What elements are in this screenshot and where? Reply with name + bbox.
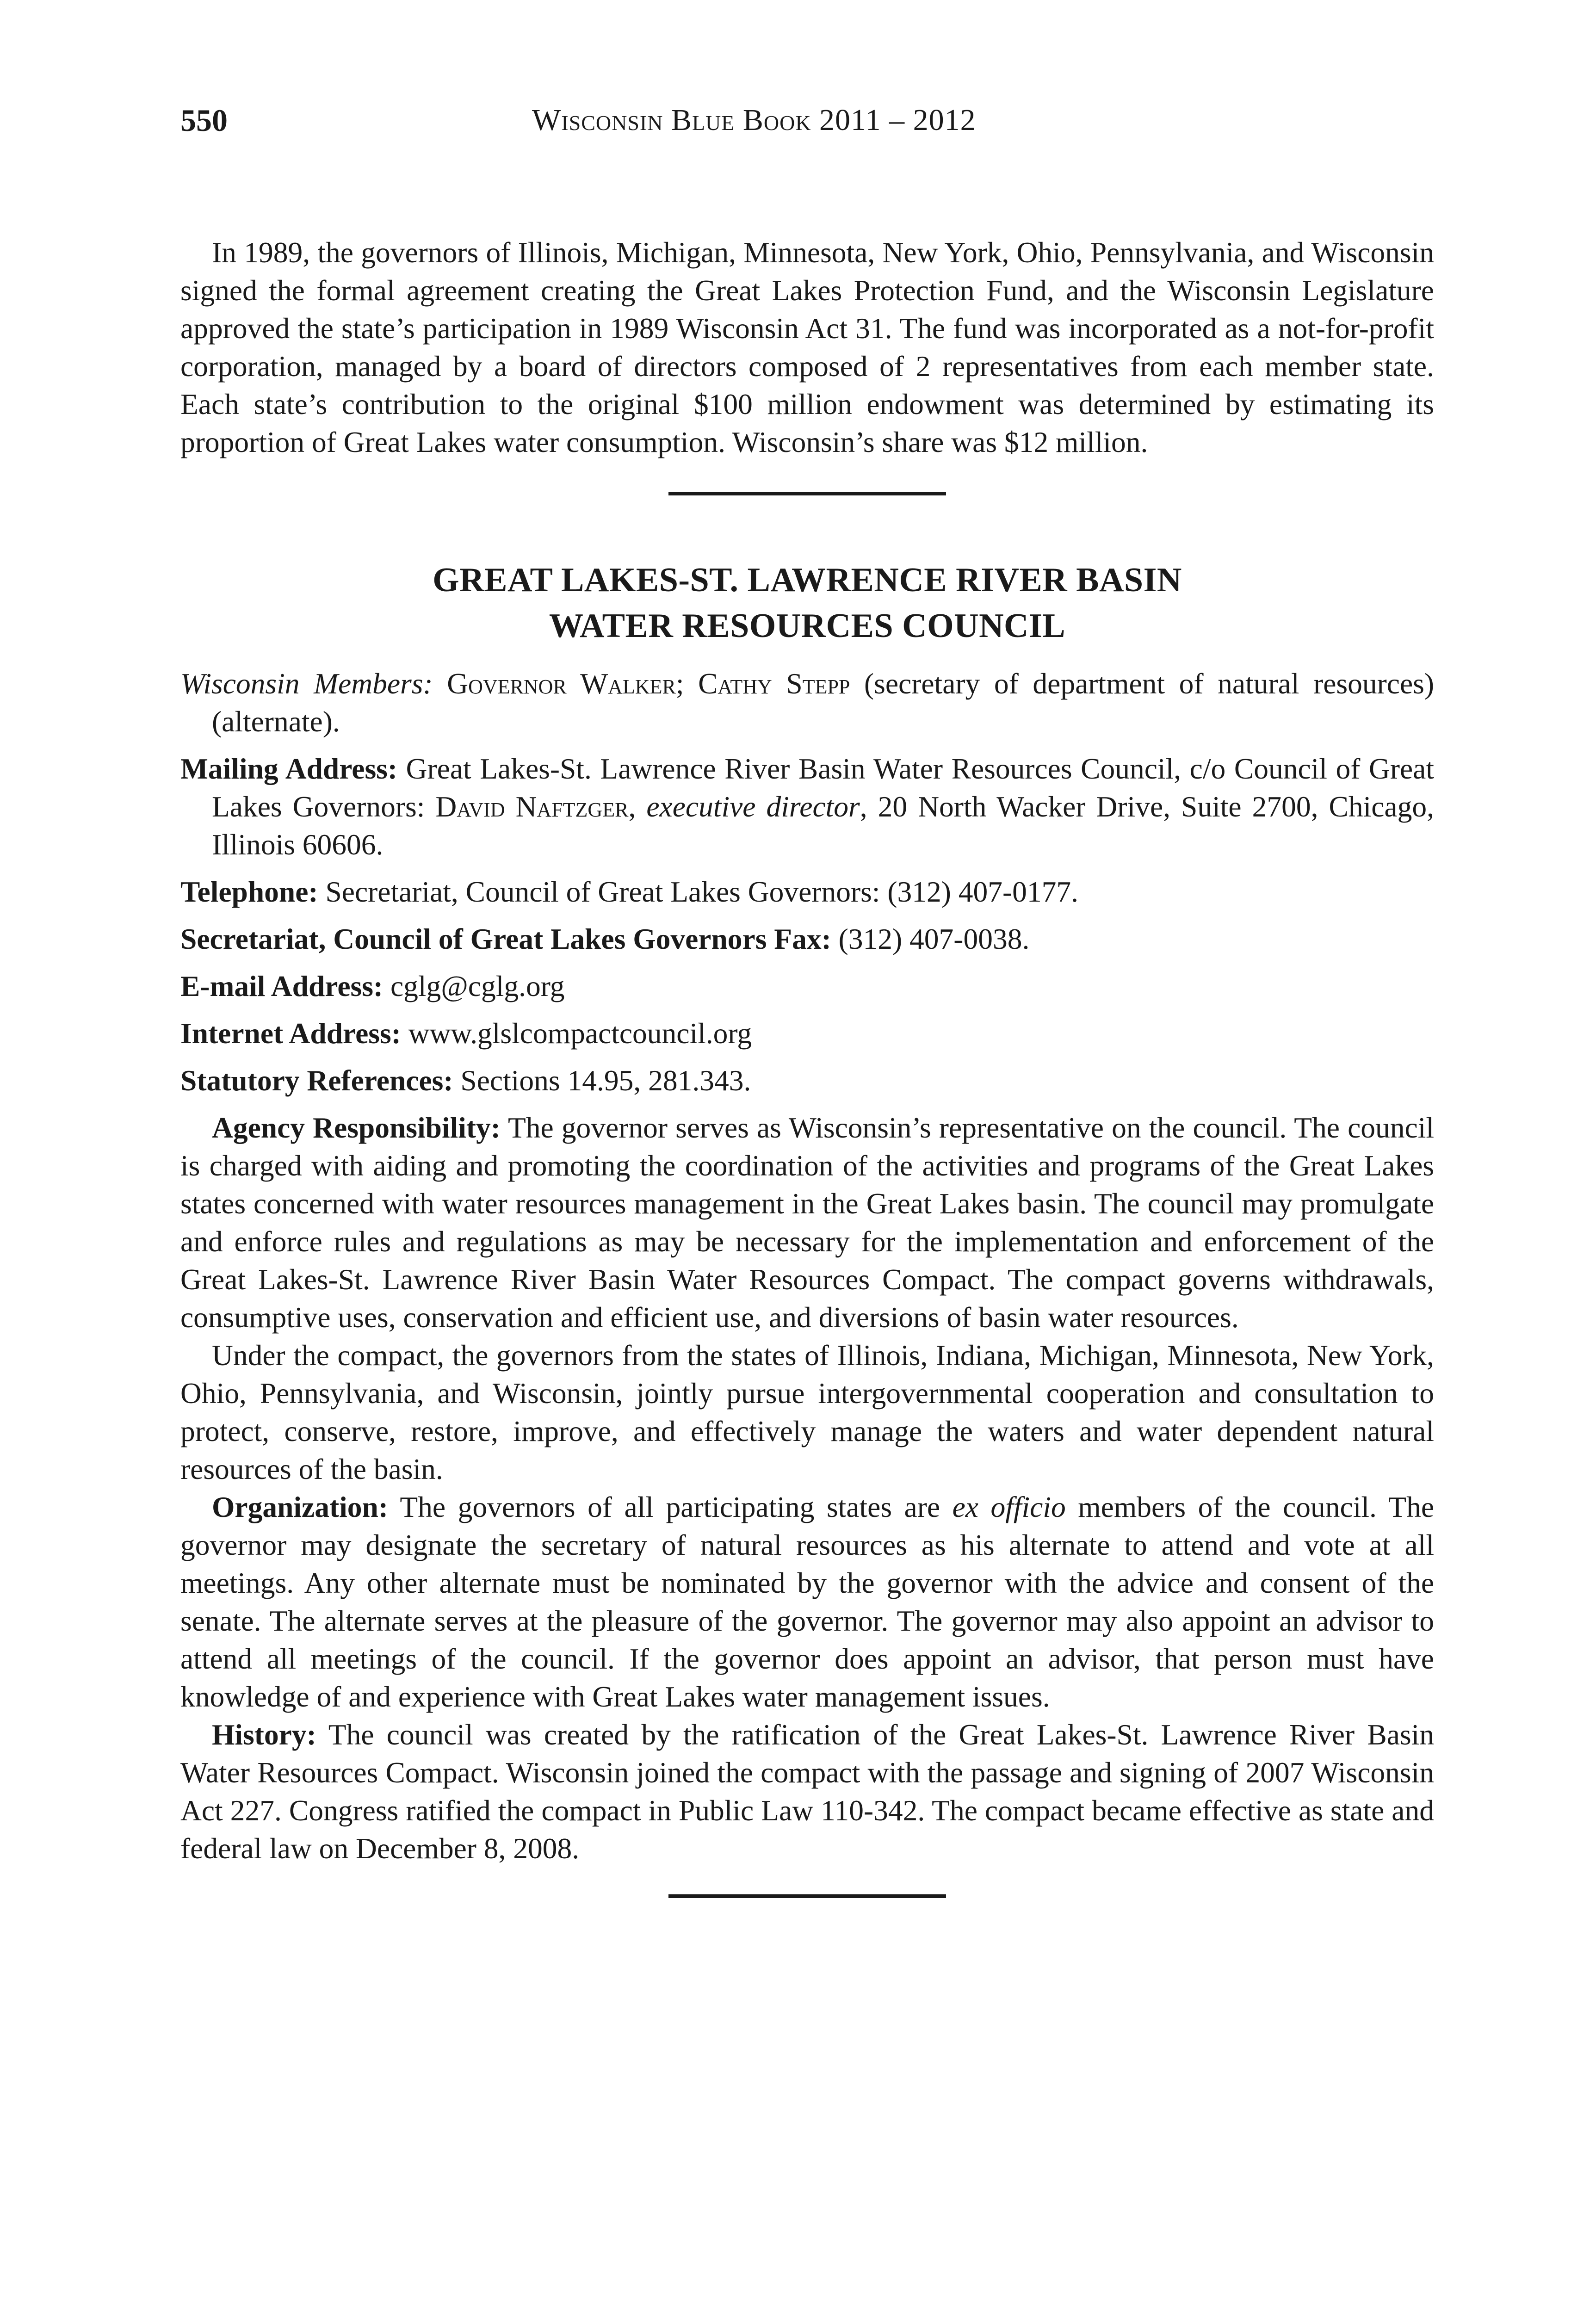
email-value: cglg@cglg.org: [383, 970, 565, 1002]
fax-label: Secretariat, Council of Great Lakes Governors Fax:: [180, 922, 831, 955]
agency-responsibility-label: Agency Responsibility:: [212, 1111, 501, 1144]
page-number: 550: [180, 103, 228, 138]
intro-paragraph: In 1989, the governors of Illinois, Michigan, Minnesota, New York, Ohio, Pennsylvania, and Wisconsin signed the formal agreement creating the Great Lakes Protection Fund, and the Wisconsin Legislature approved the state’s participation in 1989 Wisconsin Act 31. The fund was incorporated as a not-for-profit corporation, managed by a board of directors composed of 2 representatives from each member state. Each state’s contribution to the original $100 million endowment was determined by estimating its proportion of Great Lakes water consumption. Wisconsin’s share was $12 million.: [180, 236, 1434, 458]
members-separator: ;: [675, 667, 699, 700]
members-label: Wisconsin Members:: [180, 667, 433, 700]
mailing-address-entry: [180, 750, 1434, 864]
member-secretary-role: (secretary of department of natural resources) (alternate).: [212, 667, 1434, 738]
organization-paragraph: [180, 1488, 1434, 1716]
history-text: The council was created by the ratification of the Great Lakes-St. Lawrence River Basin Water Resources Compact. Wisconsin joined the compact with the passage and signing of 2007 Wisconsin Act 227. Congress ratified the compact in Public Law 110-342. The compact became effective as state and federal law on December 8, 2008.: [180, 1718, 1434, 1865]
organization-label: Organization:: [212, 1490, 388, 1523]
fax-entry: [180, 920, 1434, 958]
page-body: [180, 234, 1434, 1898]
member-secretary-name: Cathy Stepp: [698, 667, 850, 700]
section-heading: [180, 557, 1434, 649]
member-governor: Governor Walker: [447, 667, 676, 700]
section-heading-line-1: GREAT LAKES-ST. LAWRENCE RIVER BASIN: [433, 561, 1182, 599]
compact-paragraph: Under the compact, the governors from the states of Illinois, Indiana, Michigan, Minnesota, New York, Ohio, Pennsylvania, and Wisconsin, jointly pursue intergovernmental cooperation and consultation to protect, conserve, restore, improve, and effectively manage the waters and water dependent natural resources of the basin.: [180, 1339, 1434, 1485]
email-label: E-mail Address:: [180, 970, 384, 1002]
ex-officio-term: ex officio: [952, 1490, 1066, 1523]
organization-text-after: members of the council. The governor may designate the secretary of natural resources as his alternate to attend and vote at all meetings. Any other alternate must be nominated by the governor with the advice and consent of the senate. The alternate serves at the pleasure of the governor. The governor may also appoint an advisor to attend all meetings of the council. If the governor does appoint an advisor, that person must have knowledge of and experience with Great Lakes water management issues.: [180, 1490, 1434, 1713]
statutory-references-label: Statutory References:: [180, 1064, 453, 1097]
fax-value: (312) 407-0038.: [831, 922, 1030, 955]
history-paragraph: [180, 1716, 1434, 1868]
internet-value: www.glslcompactcouncil.org: [401, 1017, 752, 1050]
running-title: Wisconsin Blue Book 2011 – 2012: [532, 103, 976, 137]
organization-text-before: The governors of all participating states are: [388, 1490, 953, 1523]
director-comma: ,: [628, 790, 647, 823]
running-head: [180, 95, 1434, 146]
telephone-label: Telephone:: [180, 875, 318, 908]
internet-entry: [180, 1014, 1434, 1052]
agency-responsibility-text: The governor serves as Wisconsin’s representative on the council. The council is charged with aiding and promoting the coordination of the activities and programs of the Great Lakes states concerned with water resources management in the Great Lakes basin. The council may promulgate and enforce rules and regulations as may be necessary for the implementation and enforcement of the Great Lakes-St. Lawrence River Basin Water Resources Compact. The compact governs withdrawals, consumptive uses, conservation and efficient use, and diversions of basin water resources.: [180, 1111, 1434, 1334]
history-label: History:: [212, 1718, 316, 1751]
mailing-address-text-before: Great Lakes-St. Lawrence River Basin Water Resources Council, c/o Council of Great Lakes Governors:: [212, 752, 1434, 823]
section-divider: [668, 492, 946, 495]
director-title: executive director: [646, 790, 860, 823]
section-heading-line-2: WATER RESOURCES COUNCIL: [549, 607, 1066, 645]
mailing-address-text-after: , 20 North Wacker Drive, Suite 2700, Chicago, Illinois 60606.: [212, 790, 1434, 861]
director-name: David Naftzger: [435, 790, 629, 823]
statutory-references-entry: [180, 1062, 1434, 1100]
internet-label: Internet Address:: [180, 1017, 401, 1050]
mailing-address-label: Mailing Address:: [180, 752, 398, 785]
statutory-references-value: Sections 14.95, 281.343.: [453, 1064, 751, 1097]
telephone-value: Secretariat, Council of Great Lakes Governors: (312) 407-0177.: [318, 875, 1079, 908]
email-entry: [180, 967, 1434, 1005]
end-divider: [668, 1894, 946, 1898]
telephone-entry: [180, 873, 1434, 911]
members-entry: [180, 665, 1434, 741]
agency-responsibility-paragraph: [180, 1109, 1434, 1336]
